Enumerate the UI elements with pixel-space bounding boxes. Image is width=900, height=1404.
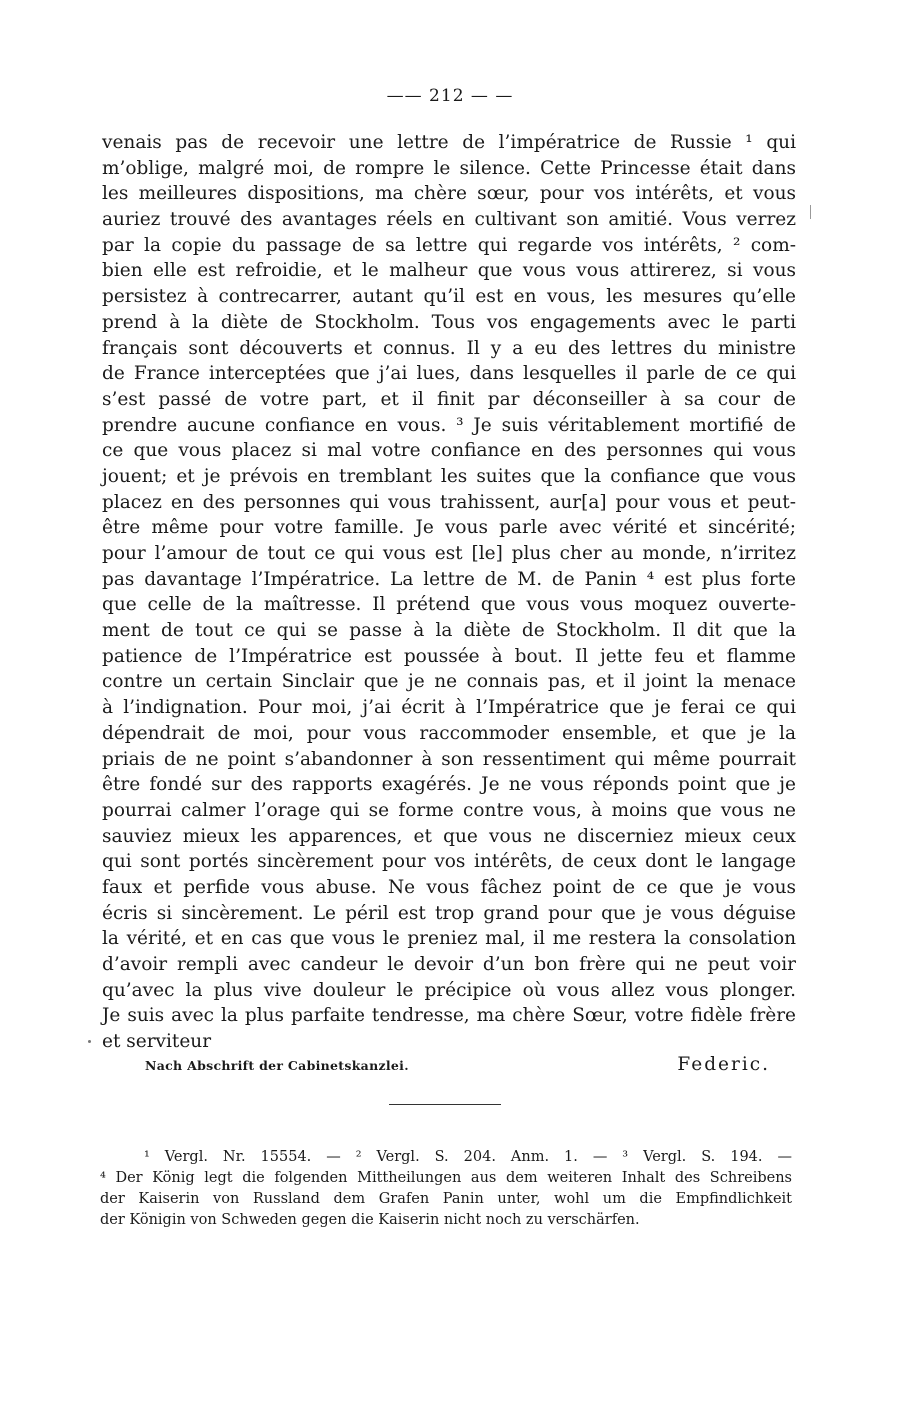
body-line: par la copie du passage de sa lettre qui regarde vos intérêts, ² com- [102,234,796,256]
page-number: —— 212 — — [386,86,514,106]
body-line: bien elle est refroidie, et le malheur que vous vous attirerez, si vous [102,260,796,282]
body-line: prend à la diète de Stockholm. Tous vos engagements avec le parti [102,311,796,333]
body-line: les meilleures dispositions, ma chère sœur, pour vos intérêts, et vous [102,183,796,205]
body-line: écris si sincèrement. Le péril est trop grand pour que je vous déguise [102,902,796,924]
footnote-line: ¹ Vergl. Nr. 15554. — ² Vergl. S. 204. Anm. 1. — ³ Vergl. S. 194. — [144,1149,792,1165]
body-line: patience de l’Impératrice est poussée à bout. Il jette feu et flamme [102,645,796,667]
body-line: dépendrait de moi, pour vous raccommoder ensemble, et que je la [102,722,796,744]
body-line: placez en des personnes qui vous trahissent, aur[a] pour vous et peut- [102,491,796,513]
body-line: venais pas de recevoir une lettre de l’impératrice de Russie ¹ qui [102,132,796,153]
body-line: de France interceptées que j’ai lues, dans lesquelles il parle de ce qui [102,363,796,385]
body-line: à l’indignation. Pour moi, j’ai écrit à l’Impératrice que je ferai ce qui [102,697,796,719]
source-note: Nach Abschrift der Cabinetskanzlei. [145,1058,409,1073]
letter-body [102,130,796,1055]
body-line: priais de ne point s’abandonner à son ressentiment qui même pourrait [102,748,796,770]
body-line: et serviteur [102,1031,212,1053]
body-line: m’oblige, malgré moi, de rompre le silence. Cette Princesse était dans [102,157,796,179]
body-line: français sont découverts et connus. Il y a eu des lettres du ministre [102,337,796,359]
footnote-line: der Königin von Schweden gegen die Kaiserin nicht noch zu verschärfen. [100,1212,640,1228]
closing-row [145,1054,770,1080]
body-line: ce que vous placez si mal votre confiance en des personnes qui vous [102,440,796,462]
body-line: qu’avec la plus vive douleur le précipice où vous allez vous plonger. [102,979,796,1001]
margin-scratch-mark [810,205,811,219]
signature: Federic. [677,1054,770,1075]
body-line: jouent; et je prévois en tremblant les suites que la confiance que vous [102,465,796,487]
body-line: faux et perfide vous abuse. Ne vous fâchez point de ce que je vous [102,876,796,898]
section-divider [389,1104,501,1105]
body-line: Je suis avec la plus parfaite tendresse, ma chère Sœur, votre fidèle frère [102,1005,796,1027]
body-line: persistez à contrecarrer, autant qu’il est en vous, les mesures qu’elle [102,286,796,308]
body-line: sauviez mieux les apparences, et que vous ne discerniez mieux ceux [102,825,796,847]
body-line: prendre aucune confiance en vous. ³ Je suis véritablement mortifié de [102,414,796,436]
body-line: pourrai calmer l’orage qui se forme contre vous, à moins que vous ne [102,799,796,821]
body-line: qui sont portés sincèrement pour vos intérêts, de ceux dont le langage [102,851,796,873]
body-line: être fondé sur des rapports exagérés. Je ne vous réponds point que je [102,774,796,796]
body-line: la vérité, et en cas que vous le preniez mal, il me restera la consolation [102,928,796,950]
body-line: auriez trouvé des avantages réels en cultivant son amitié. Vous verrez [102,209,796,231]
body-line: ment de tout ce qui se passe à la diète de Stockholm. Il dit que la [102,620,796,642]
body-line: s’est passé de votre part, et il finit par déconseiller à sa cour de [102,388,796,410]
body-line: pour l’amour de tout ce qui vous est [le] plus cher au monde, n’irritez [102,543,796,564]
margin-dot-mark [88,1040,91,1043]
body-line: pas davantage l’Impératrice. La lettre de M. de Panin ⁴ est plus forte [102,568,796,590]
footnote-line: ⁴ Der König legt die folgenden Mittheilungen aus dem weiteren Inhalt des Schreibens [100,1170,792,1186]
body-line: être même pour votre famille. Je vous parle avec vérité et sincérité; [102,517,796,539]
footnote-line: der Kaiserin von Russland dem Grafen Panin unter, wohl um die Empfindlichkeit [100,1191,792,1207]
footnotes [100,1147,792,1231]
body-line: que celle de la maîtresse. Il prétend que vous vous moquez ouverte- [102,594,796,616]
body-line: contre un certain Sinclair que je ne connais pas, et il joint la menace [102,671,796,693]
body-line: d’avoir rempli avec candeur le devoir d’un bon frère qui ne peut voir [102,954,796,975]
